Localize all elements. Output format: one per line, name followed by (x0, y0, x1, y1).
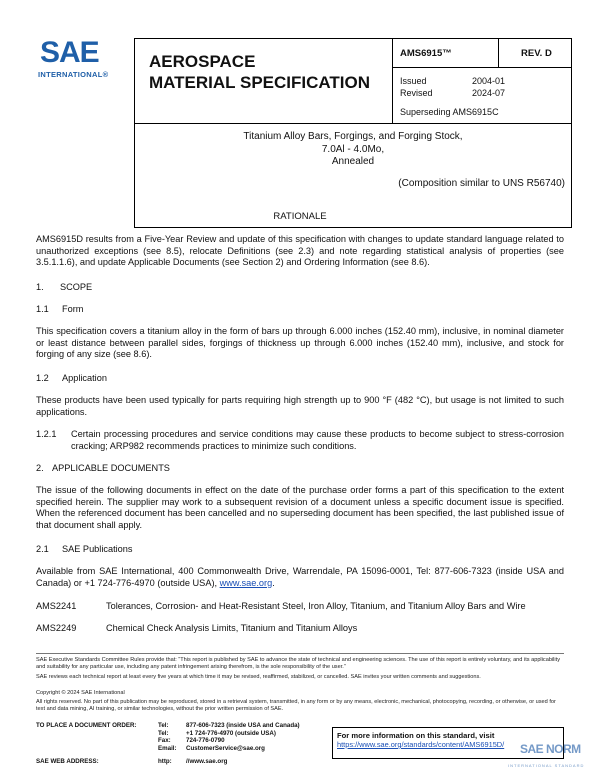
section-2-title: APPLICABLE DOCUMENTS (52, 463, 170, 473)
section-2-1-end: . (272, 577, 275, 588)
fax-value: 724-776-0790 (186, 737, 225, 745)
footer-rule (36, 653, 564, 654)
tel2-label: Tel: (158, 729, 169, 737)
order-label: TO PLACE A DOCUMENT ORDER: (36, 722, 137, 729)
section-2-1-text (36, 566, 564, 589)
standard-page-link[interactable]: https://www.sae.org/standards/content/AMS6915D/ (337, 740, 505, 749)
footer-rules-text: SAE Executive Standards Committee Rules provide that: “This report is published by SAE to advance the state of technical and engineering sciences. The use of this report is entirely voluntary, and its applicability and suitability for any particular use, including any patent infringement arising therefrom, is the sole responsibility of the user.” (36, 657, 561, 670)
web-http-label: http: (158, 758, 172, 765)
rationale-heading: RATIONALE (273, 211, 327, 222)
footer-rights-text: All rights reserved. No part of this publication may be reproduced, stored in a retrieval system, transmitted, in any form or by any means, electronic, mechanical, photocopying, recording, or otherwise, or used for text and data mining, AI training, or similar technologies, without the prior written permission of SAE. (36, 699, 556, 712)
section-1-heading (36, 282, 92, 292)
section-1-1-heading (36, 304, 83, 314)
email-label: Email: (158, 744, 177, 752)
section-1-title: SCOPE (60, 282, 93, 292)
logo-sub: INTERNATIONAL® (38, 70, 109, 79)
section-1-number: 1. (36, 282, 44, 292)
rationale-text: AMS6915D results from a Five-Year Review and update of this specification with changes to update standard language related to unauthorized exceptions (see 8.5), relocate Definitions (see 2.3) and note regarding statistical analysis of properties (see 3.5.1.1.6), and update Applicable Documents (see Section 2) and Ordering Information (see 8.6). (36, 234, 564, 268)
order-contacts (158, 722, 300, 752)
section-2-1-heading (36, 544, 132, 554)
section-1-2-text: These products have been used typically for parts requiring high strength up to 900 °F (482 °C), but usage is not limited to such applications. (36, 395, 564, 417)
section-1-1-title: Form (62, 304, 84, 314)
email-value[interactable]: CustomerService@sae.org (186, 744, 265, 752)
doc-ref-id: AMS2249 (36, 623, 77, 633)
section-1-2-number: 1.2 (36, 373, 49, 383)
doc-ref-row (36, 623, 564, 633)
spec-subtitle (135, 131, 571, 169)
revised-label: Revised (400, 88, 433, 98)
doc-ref-title: Tolerances, Corrosion- and Heat-Resistant Steel, Iron Alloy, Titanium, and Titanium Alloy Bars and Wire (106, 601, 526, 611)
sae-website-link[interactable]: www.sae.org (219, 577, 273, 588)
section-1-2-1-number: 1.2.1 (36, 429, 57, 439)
doc-ref-row (36, 601, 564, 611)
section-1-2-1-text: Certain processing procedures and service conditions may cause these products to become subject to stress-corrosion cracking; ARP982 recommends practices to minimize such conditions. (71, 429, 564, 451)
section-2-1-number: 2.1 (36, 544, 49, 554)
web-label: SAE WEB ADDRESS: (36, 758, 99, 765)
tel1-label: Tel: (158, 722, 169, 729)
revision: REV. D (499, 39, 571, 68)
sae-logo (38, 38, 118, 88)
issued-label: Issued (400, 76, 427, 86)
document-type-title (149, 51, 370, 93)
footer-copyright: Copyright © 2024 SAE International (36, 690, 125, 696)
section-2-heading (36, 463, 170, 473)
subtitle-line-2: 7.0Al - 4.0Mo, (321, 143, 385, 155)
title-cell (135, 39, 393, 123)
doc-number: AMS6915™ (393, 39, 499, 68)
header-divider (135, 123, 571, 124)
fax-label: Fax: (158, 737, 171, 745)
issue-dates (400, 75, 505, 99)
issued-date: 2004-01 (472, 76, 506, 86)
web-row (158, 758, 227, 766)
section-2-1-title: SAE Publications (62, 544, 133, 554)
section-2-1-body: Available from SAE International, 400 Commonwealth Drive, Warrendale, PA 15096-0001, Tel: 877-606-7323 (inside USA and Canada) or +1 724-776-4970 (outside USA), (36, 566, 564, 588)
section-2-number: 2. (36, 463, 44, 473)
section-2-text: The issue of the following documents in effect on the date of the purchase order forms a part of this specification to the extent specified herein. The supplier may work to a subsequent revision of a document unless a specific document issue is specified. When the referenced document has been cancelled and no superseding document has been specified, the last published issue of that document shall apply. (36, 485, 564, 530)
superseding: Superseding AMS6915C (400, 107, 499, 117)
doc-ref-id: AMS2241 (36, 601, 77, 611)
tel1-value: 877-606-7323 (inside USA and Canada) (186, 722, 300, 729)
section-1-2-heading (36, 373, 107, 383)
section-1-1-text: This specification covers a titanium alloy in the form of bars up through 6.000 inches (152.40 mm), inclusive, in nominal diameter or least distance between parallel sides, forgings of thickness up through 6.000 inches (152.40 mm), inclusive, and stock for forging of any size (see 8.6). (36, 326, 564, 360)
section-1-1-number: 1.1 (36, 304, 49, 314)
subtitle-line-3: Annealed (331, 156, 375, 167)
tel2-value: +1 724-776-4970 (outside USA) (186, 729, 276, 737)
section-1-2-title: Application (62, 373, 107, 383)
footer-review-text: SAE reviews each technical report at least every five years at which time it may be revised, reaffirmed, stabilized, or cancelled. SAE invites your written comments and suggestions. (36, 674, 481, 680)
composition-note: (Composition similar to UNS R56740) (398, 178, 565, 189)
more-info-title: For more information on this standard, visit (337, 731, 495, 740)
title-line-2: MATERIAL SPECIFICATION (149, 73, 370, 92)
doc-ref-title: Chemical Check Analysis Limits, Titanium and Titanium Alloys (106, 623, 358, 633)
watermark-sub: INTERNATIONAL STANDARD (508, 763, 585, 768)
subtitle-line-1: Titanium Alloy Bars, Forgings, and Forging Stock, (243, 131, 463, 142)
logo-brand: SAE (40, 36, 99, 69)
revised-date: 2024-07 (472, 88, 506, 98)
header-box (134, 38, 572, 228)
title-line-1: AEROSPACE (149, 52, 256, 71)
watermark-logo: SAE NORM (520, 742, 581, 756)
web-value[interactable]: //www.sae.org (186, 758, 228, 765)
